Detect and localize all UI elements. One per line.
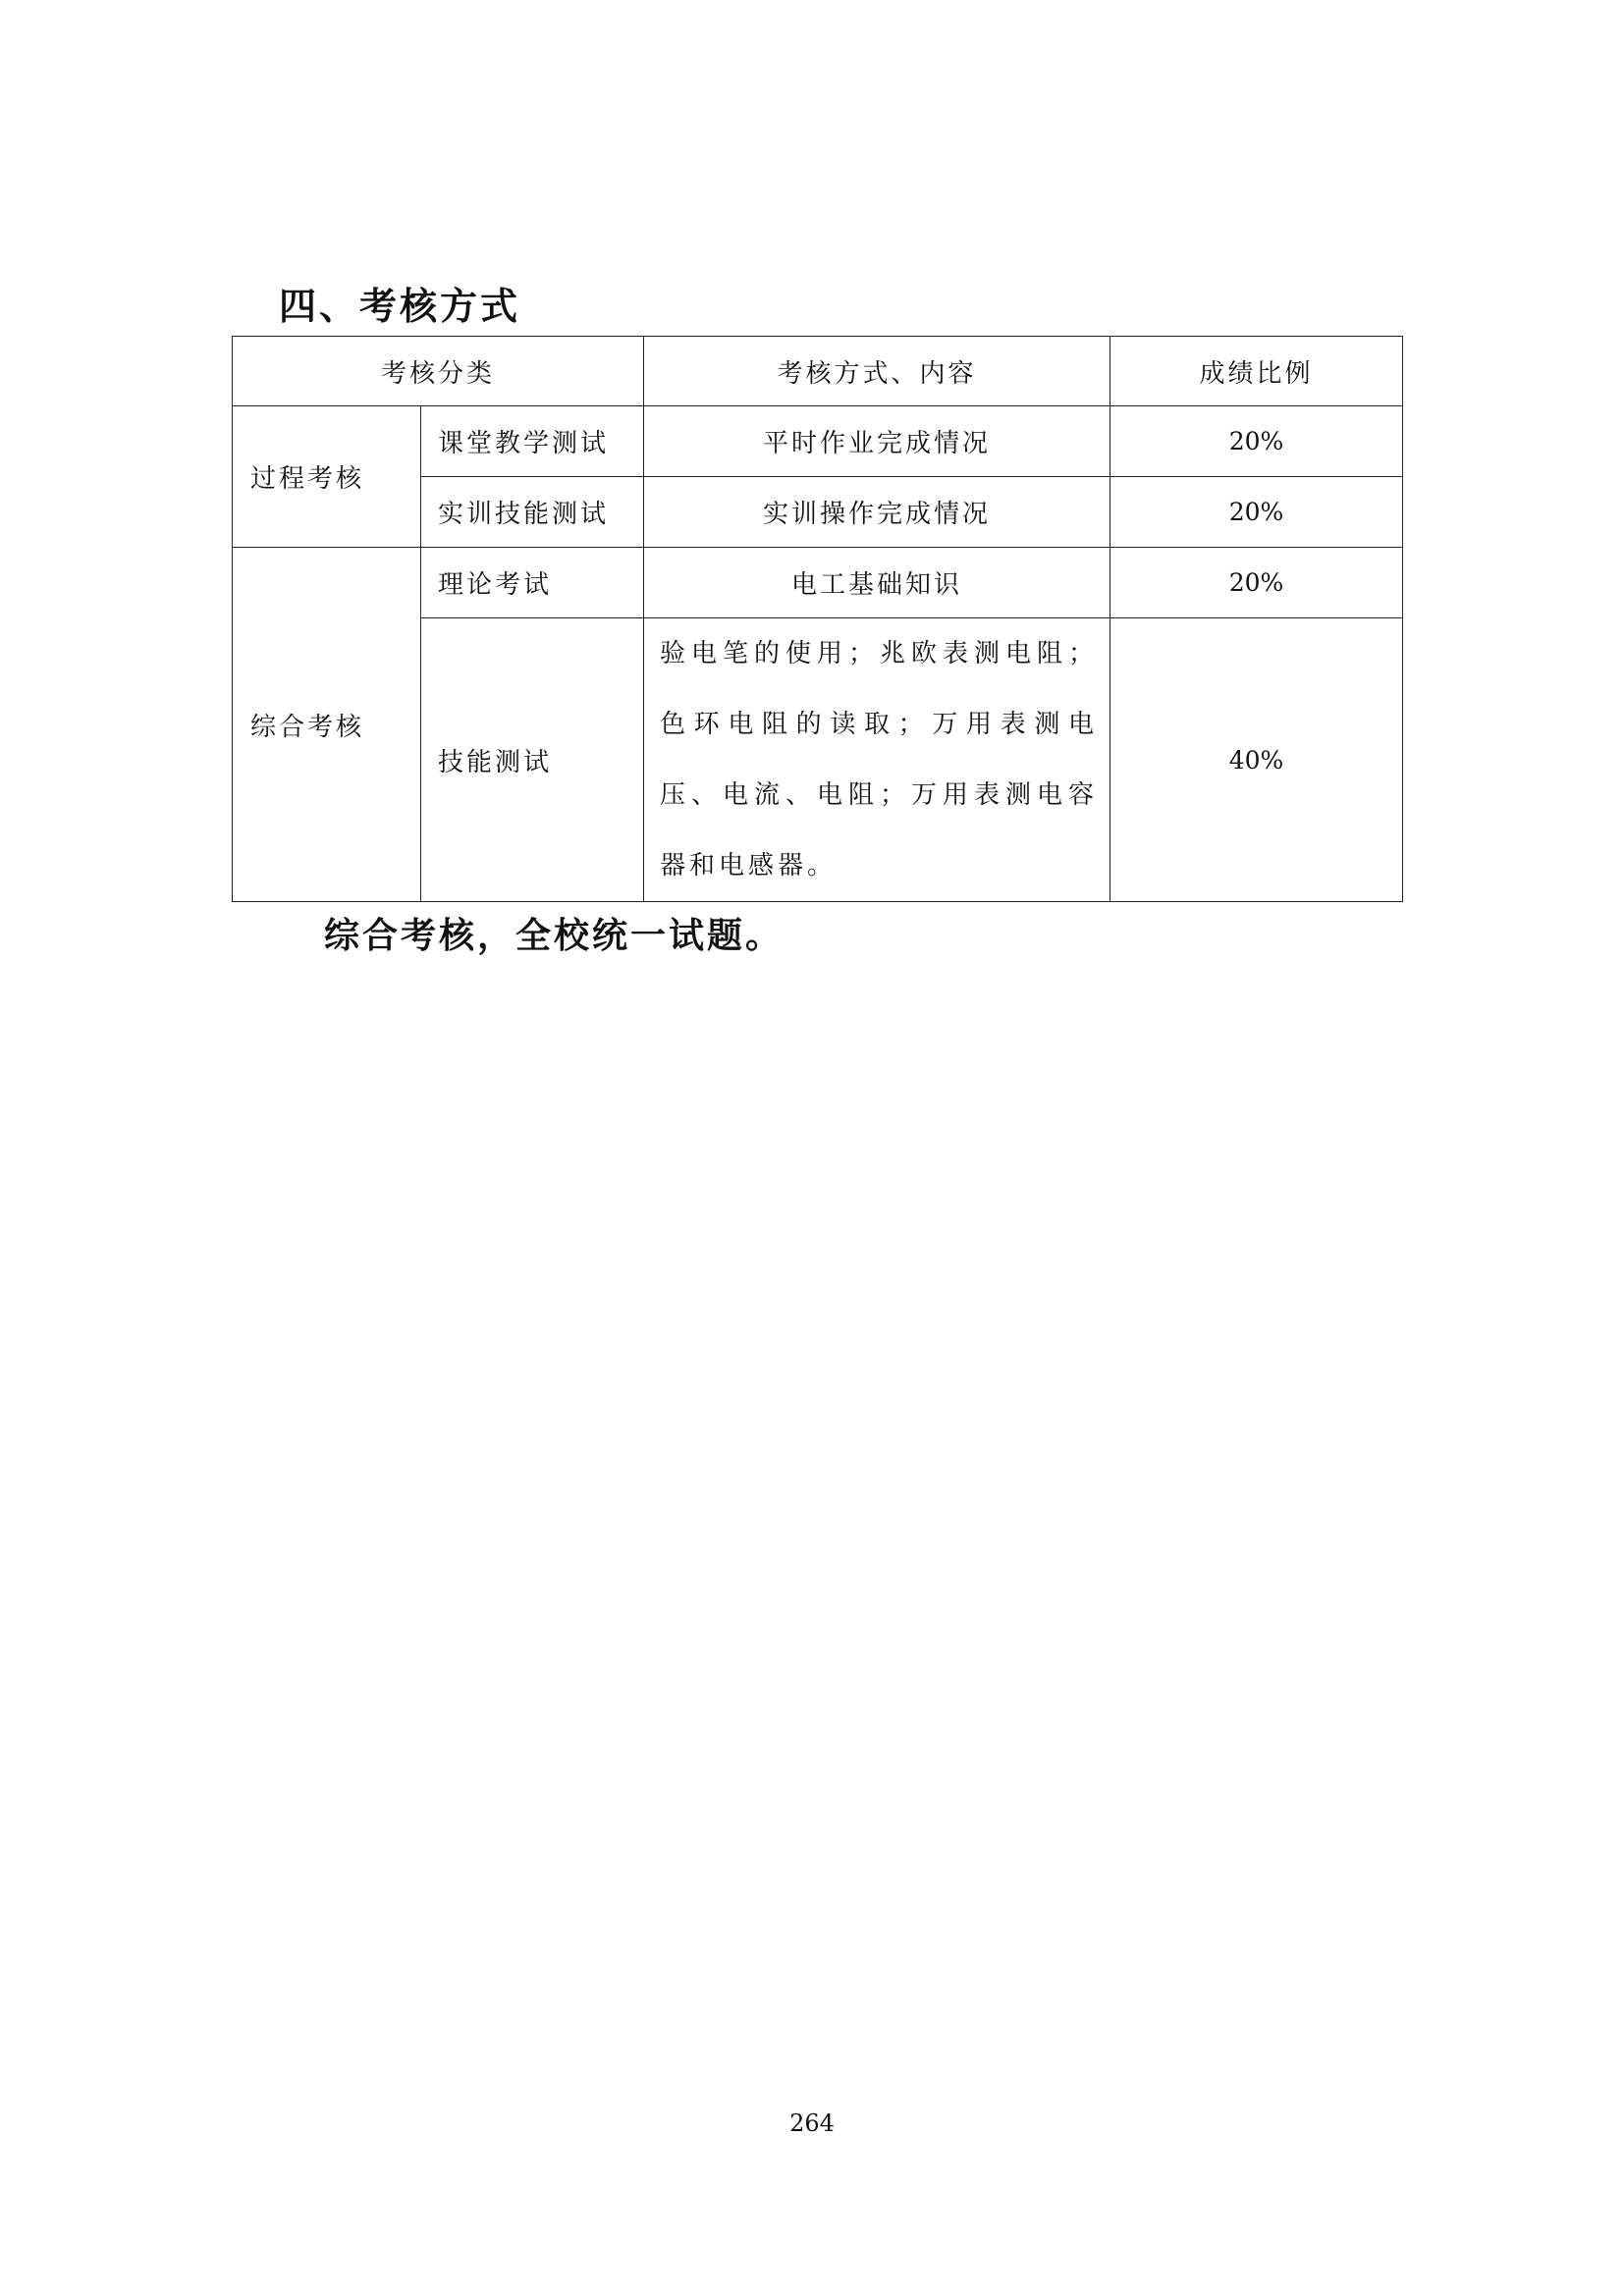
method-content: 实训操作完成情况 <box>644 477 1110 548</box>
sub-category: 课堂教学测试 <box>421 406 644 477</box>
ratio-value: 20% <box>1110 406 1403 477</box>
page-number: 264 <box>789 2109 835 2137</box>
group-name: 过程考核 <box>233 406 421 548</box>
table-row <box>233 548 1403 618</box>
header-category: 考核分类 <box>233 337 644 406</box>
ratio-value: 20% <box>1110 548 1403 618</box>
ratio-value: 40% <box>1110 618 1403 902</box>
assessment-note: 综合考核，全校统一试题。 <box>324 915 785 956</box>
sub-category: 技能测试 <box>421 618 644 902</box>
method-content: 平时作业完成情况 <box>644 406 1110 477</box>
assessment-table <box>232 336 1403 902</box>
table-row <box>233 406 1403 477</box>
section-heading: 四、考核方式 <box>279 284 521 328</box>
sub-category: 理论考试 <box>421 548 644 618</box>
method-content: 验电笔的使用；兆欧表测电阻；色环电阻的读取；万用表测电压、电流、电阻；万用表测电容器和电感器。 <box>644 618 1110 902</box>
sub-category: 实训技能测试 <box>421 477 644 548</box>
table-header-row <box>233 337 1403 406</box>
ratio-value: 20% <box>1110 477 1403 548</box>
header-method: 考核方式、内容 <box>644 337 1110 406</box>
group-name: 综合考核 <box>233 548 421 902</box>
header-ratio: 成绩比例 <box>1110 337 1403 406</box>
method-content: 电工基础知识 <box>644 548 1110 618</box>
